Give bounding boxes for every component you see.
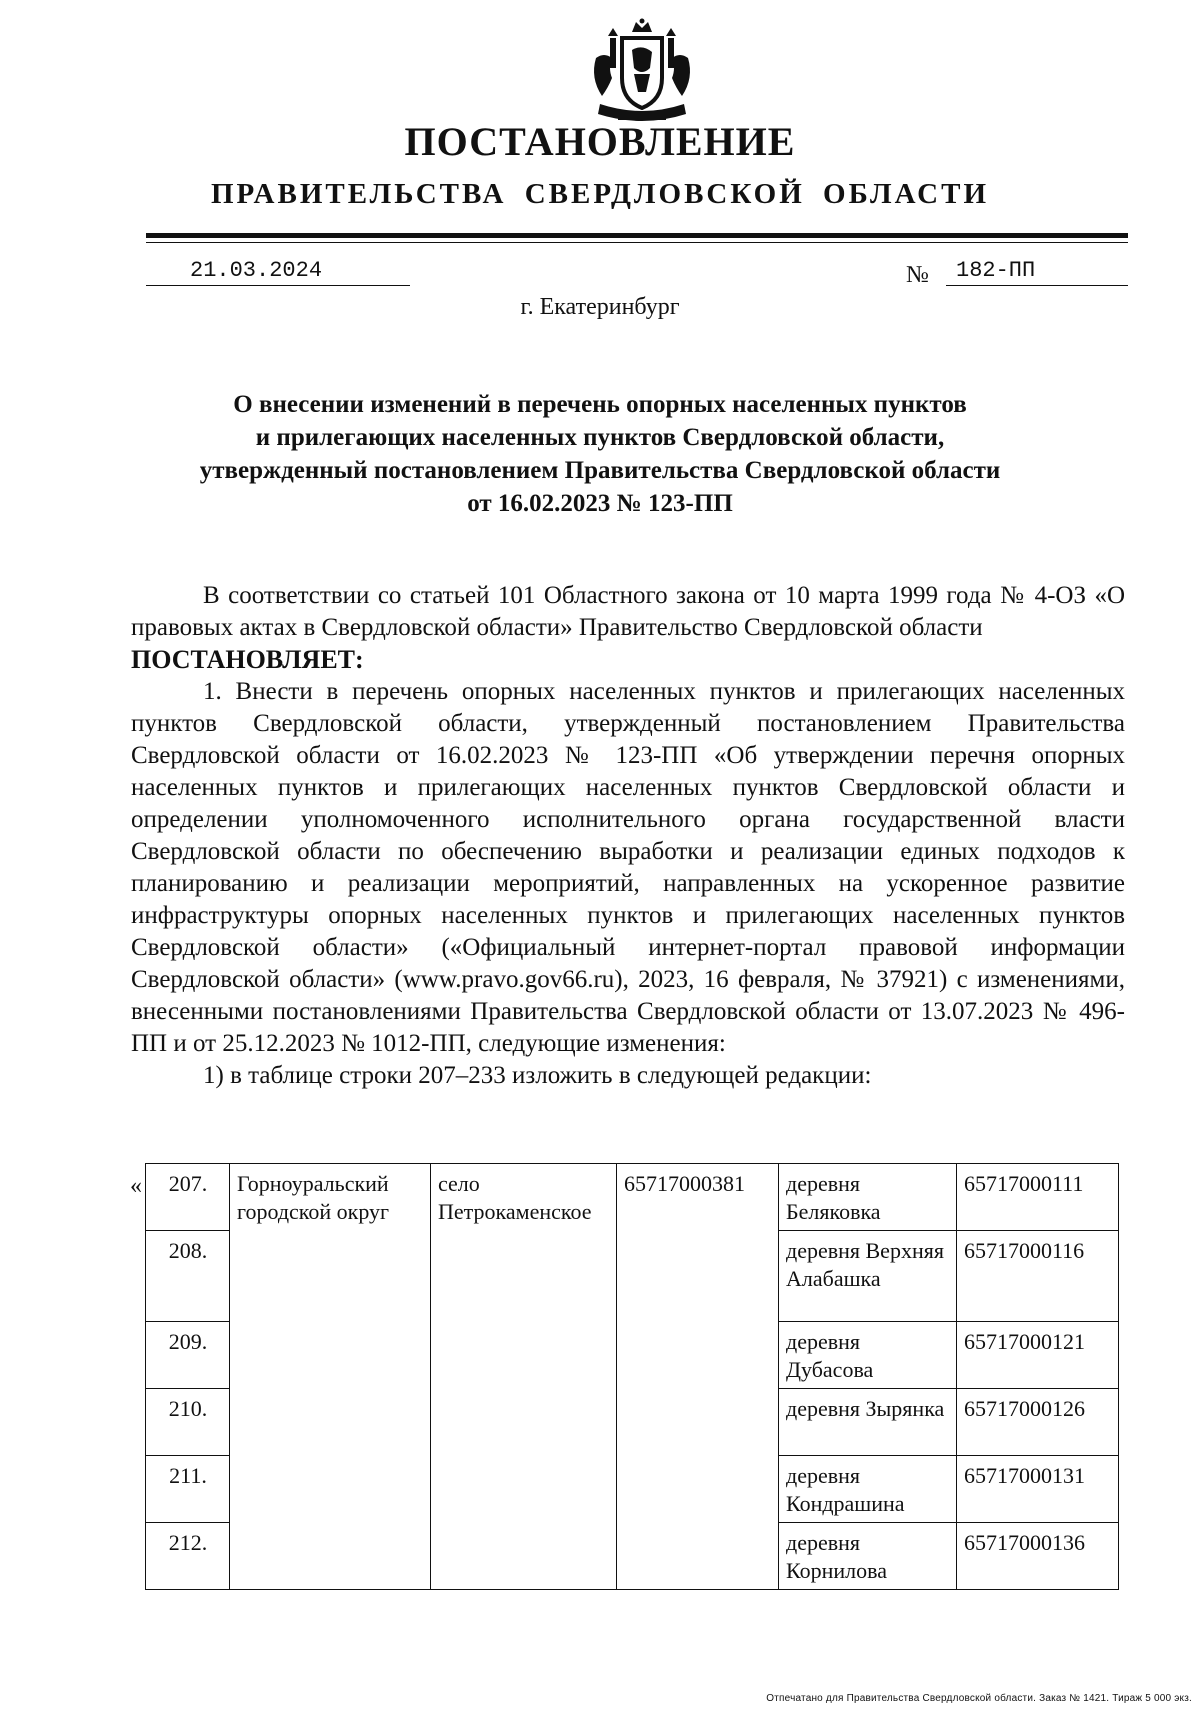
settlement-name: деревня Корнилова: [779, 1523, 957, 1590]
table-row: [146, 1164, 1119, 1231]
heading-line: утвержденный постановлением Правительства Свердловской области: [199, 457, 1001, 484]
resolves-heading: ПОСТАНОВЛЯЕТ:: [131, 645, 364, 674]
settlement-code: 65717000136: [957, 1523, 1119, 1590]
number-sign: №: [906, 262, 929, 288]
settlement-code: 65717000116: [957, 1231, 1119, 1322]
document-date: 21.03.2024: [146, 258, 410, 286]
document-number: 182-ПП: [946, 258, 1128, 286]
item-1-paragraph: 1. Внести в перечень опорных населенных пунктов и прилегающих населенных пунктов Свердловской области, утвержденный постановлением Правительства Свердловской области от 16.02.2023 № 123-ПП «Об утверждении перечня опорных населенных пунктов и прилегающих населенных пунктов Свердловской области и определении уполномоченного исполнительного органа государственной власти Свердловской области по обеспечению выработки и реализации единых подходов к планированию и реализации мероприятий, направленных на ускоренное развитие инфраструктуры опорных населенных пунктов и прилегающих населенных пунктов Свердловской области» («Официальный интернет-портал правовой информации Свердловской области» (www.pravo.gov66.ru), 2023, 16 февраля, № 37921) с изменениями, внесенными постановлениями Правительства Свердловской области от 13.07.2023 № 496-ПП и от 25.12.2023 № 1012-ПП, следующие изменения:: [131, 678, 1125, 1057]
document-title: ПОСТАНОВЛЕНИЕ: [404, 119, 796, 164]
settlement-code: 65717000131: [957, 1456, 1119, 1523]
center-code-cell: 65717000381: [617, 1164, 779, 1590]
row-number: 211.: [146, 1456, 230, 1523]
heading-line: и прилегающих населенных пунктов Свердловской области,: [255, 424, 945, 451]
heading-line: от 16.02.2023 № 123-ПП: [467, 490, 733, 517]
settlement-code: 65717000111: [957, 1164, 1119, 1231]
print-note: Отпечатано для Правительства Свердловской области. Заказ № 1421. Тираж 5 000 экз.: [766, 1693, 1192, 1704]
document-subtitle: ПРАВИТЕЛЬСТВА СВЕРДЛОВСКОЙ ОБЛАСТИ: [210, 178, 990, 210]
heading-line: О внесении изменений в перечень опорных населенных пунктов: [233, 391, 967, 418]
settlement-name: деревня Дубасова: [779, 1322, 957, 1389]
settlement-name: деревня Беляковка: [779, 1164, 957, 1231]
settlement-code: 65717000121: [957, 1322, 1119, 1389]
document-body: [131, 580, 1125, 1092]
open-quote-mark: «: [130, 1173, 142, 1199]
subitem-1-paragraph: 1) в таблице строки 207–233 изложить в следующей редакции:: [203, 1062, 872, 1089]
settlement-name: деревня Зырянка: [779, 1389, 957, 1456]
coat-of-arms-icon: [582, 18, 702, 126]
header-rule-thin: [146, 242, 1128, 243]
district-cell: Горноуральский городской округ: [230, 1164, 431, 1590]
city-line: г. Екатеринбург: [520, 294, 680, 320]
settlement-code: 65717000126: [957, 1389, 1119, 1456]
preamble-paragraph: В соответствии со статьей 101 Областного закона от 10 марта 1999 года № 4-ОЗ «О правовых актах в Свердловской области» Правительство Свердловской области: [131, 582, 1125, 641]
document-heading: [140, 388, 1060, 520]
row-number: 207.: [146, 1164, 230, 1231]
header-rule-thick: [146, 233, 1128, 238]
row-number: 208.: [146, 1231, 230, 1322]
row-number: 212.: [146, 1523, 230, 1590]
settlement-name: деревня Кондрашина: [779, 1456, 957, 1523]
row-number: 210.: [146, 1389, 230, 1456]
center-cell: село Петрокаменское: [431, 1164, 617, 1590]
row-number: 209.: [146, 1322, 230, 1389]
settlement-name: деревня Верхняя Алабашка: [779, 1231, 957, 1322]
settlements-table: [145, 1163, 1119, 1590]
